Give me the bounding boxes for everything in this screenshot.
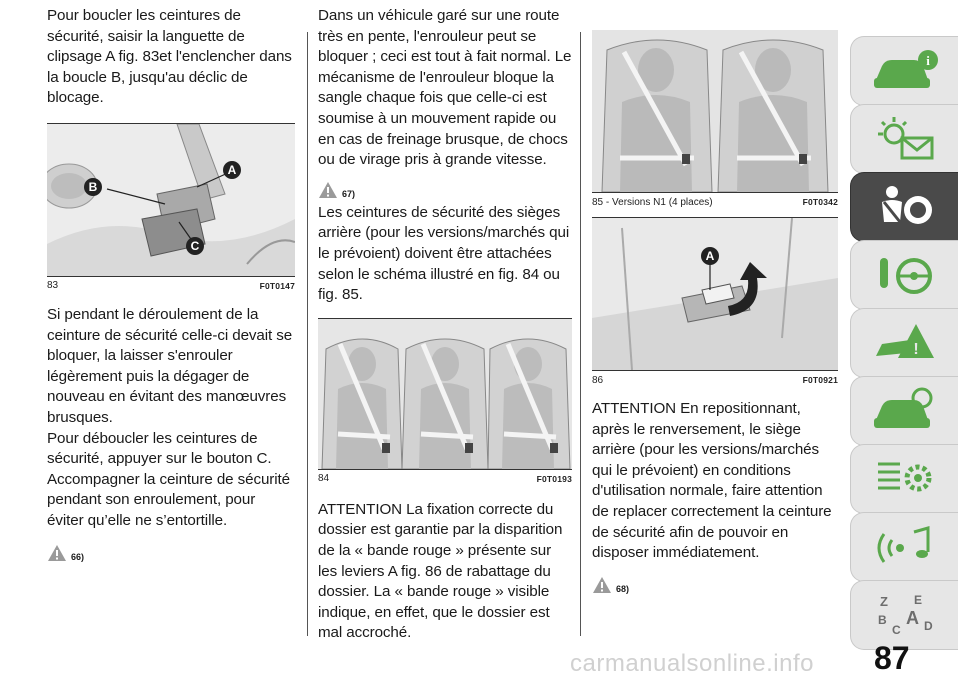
paragraph: Les ceintures de sécurité des sièges arrière (pour les versions/marchés qui le prévoient) doivent être attachées selon le schéma illustré en fig. 84 ou fig. 85. (318, 203, 570, 304)
svg-text:C: C (891, 623, 901, 637)
figure-label-a: A (705, 249, 715, 263)
tab-lights-messages[interactable] (850, 104, 958, 174)
warning-reference (318, 177, 572, 199)
tab-safety[interactable] (850, 172, 958, 242)
column-2 (318, 0, 572, 644)
car-wrench-icon (870, 386, 940, 436)
svg-text:A: A (905, 608, 919, 628)
tab-starting-driving[interactable] (850, 240, 958, 310)
seat-lever-illustration (592, 218, 838, 370)
car-info-icon (870, 46, 940, 96)
figure-label-c: C (190, 238, 200, 253)
column-divider (580, 32, 581, 636)
warning-reference (47, 540, 295, 562)
chapter-tabs (850, 0, 960, 678)
figure-code: F0T0342 (802, 197, 838, 207)
warning-triangle-icon (47, 544, 67, 562)
figure-caption-text: 85 - Versions N1 (4 places) (592, 196, 713, 208)
figure-number: 86 (592, 374, 604, 386)
column-divider (307, 32, 308, 636)
warning-number: 67) (342, 188, 356, 199)
seatbelt-buckle-illustration (47, 124, 295, 276)
figure-label-b: B (88, 179, 98, 194)
svg-text:Z: Z (879, 594, 888, 609)
svg-text:D: D (923, 619, 933, 633)
svg-text:i: i (925, 53, 930, 68)
tab-emergency[interactable] (850, 308, 958, 378)
figure-code: F0T0921 (802, 375, 838, 385)
figure-86 (592, 217, 838, 371)
warning-triangle-icon (318, 181, 338, 199)
warning-reference (592, 572, 838, 594)
svg-text:!: ! (912, 341, 919, 358)
page-number: 87 (874, 640, 910, 676)
alphabetical-index-icon (870, 590, 940, 640)
figure-83 (47, 123, 295, 277)
specs-gear-icon (870, 454, 940, 504)
figure-code: F0T0147 (259, 280, 295, 291)
paragraph: ATTENTION La fixation correcte du dossier est garantie par la disparition de la « bande rouge » présente sur les leviers A fig. 86 de rabattage du dossier. La « bande rouge » visible indique, en effet, que le dossier est mal accroché. (318, 500, 563, 642)
figure-caption (47, 277, 295, 295)
multimedia-icon (870, 522, 940, 572)
figure-number: 84 (318, 473, 330, 485)
figure-code: F0T0193 (536, 473, 572, 484)
seatbelt-airbag-icon (870, 182, 940, 232)
key-steering-icon (870, 250, 940, 300)
paragraph: Pour déboucler les ceintures de sécurité, appuyer sur le bouton C. Accompagner la ceinture de sécurité pendant son enroulement, pour éviter qu’elle ne s’entortille. (47, 429, 291, 529)
figure-label-a: A (227, 162, 237, 177)
tab-technical-data[interactable] (850, 444, 958, 514)
watermark: carmanualsonline.info (570, 650, 814, 677)
figure-number: 83 (47, 280, 59, 292)
column-3 (592, 0, 838, 594)
paragraph: Dans un véhicule garé sur une route très en pente, l'enrouleur peut se bloquer ; ceci est tout à fait normal. Le mécanisme de l'enrouleur bloque la sangle chaque fois que celle-ci est soumise à un mouvement rapide ou en cas de freinage brusque, de chocs ou de virage pris à grande vitesse. (318, 7, 572, 169)
tab-car-info[interactable] (850, 36, 958, 106)
warning-number: 66) (71, 551, 85, 562)
paragraph: Si pendant le déroulement de la ceinture de sécurité celle-ci devait se bloquer, la laisser s'enrouler légèrement puis la dégager de nouveau en évitant des manœuvres brusques. (47, 305, 293, 426)
warning-triangle-car-icon (870, 318, 940, 368)
column-1 (47, 0, 295, 562)
figure-84 (318, 318, 572, 470)
tab-multimedia[interactable] (850, 512, 958, 582)
warning-number: 68) (616, 583, 630, 594)
paragraph: ATTENTION En repositionnant, après le renversement, le siège arrière (pour les versions/marchés qui le prévoient) en conditions d'utilisation normale, faire attention de replacer correctement la ceinture de sécurité afin de pouvoir en disposer immédiatement. (592, 400, 832, 562)
rear-seats-n1-illustration (592, 30, 838, 192)
figure-caption (592, 371, 838, 389)
svg-text:E: E (913, 593, 922, 607)
figure-caption (592, 193, 838, 211)
rear-seats-three-belts-illustration (318, 319, 572, 469)
figure-caption (318, 470, 572, 488)
tab-maintenance[interactable] (850, 376, 958, 446)
warning-triangle-icon (592, 576, 612, 594)
figure-85 (592, 30, 838, 193)
svg-text:B: B (877, 613, 887, 627)
paragraph: Pour boucler les ceintures de sécurité, saisir la languette de clipsage A fig. 83et l'enclencher dans la boucle B, jusqu'au déclic de blocage. (47, 7, 292, 107)
lights-message-icon (870, 114, 940, 164)
